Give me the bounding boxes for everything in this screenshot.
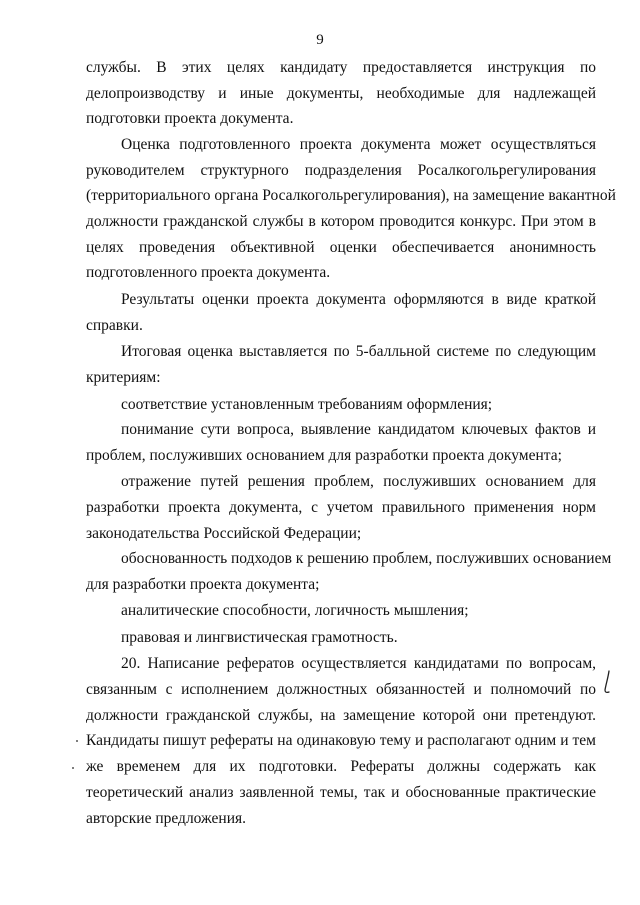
text-line: Кандидаты пишут рефераты на одинаковую тему и располагают одним и тем bbox=[86, 732, 596, 749]
text-line: для разработки проекта документа; bbox=[86, 576, 320, 593]
text-line: (территориального органа Росалкогольрегулирования), на замещение вакантной bbox=[86, 187, 616, 204]
text-line: Результаты оценки проекта документа оформляются в виде краткой bbox=[121, 291, 596, 308]
text-line: целях проведения объективной оценки обеспечивается анонимность bbox=[86, 239, 596, 256]
text-line: делопроизводству и иные документы, необходимые для надлежащей bbox=[86, 85, 596, 102]
text-line: соответствие установленным требованиям оформления; bbox=[121, 396, 493, 413]
page-number: 9 bbox=[316, 32, 324, 48]
text-line: отражение путей решения проблем, послуживших основанием для bbox=[121, 473, 596, 490]
text-line: понимание сути вопроса, выявление кандидатом ключевых фактов и bbox=[121, 421, 596, 438]
text-line: руководителем структурного подразделения Росалкогольрегулирования bbox=[86, 162, 596, 179]
text-line: службы. В этих целях кандидату предоставляется инструкция по bbox=[86, 59, 596, 76]
text-line: связанным с исполнением должностных обязанностей и полномочий по bbox=[86, 681, 596, 698]
text-line: критериям: bbox=[86, 369, 161, 386]
text-line: аналитические способности, логичность мышления; bbox=[121, 602, 469, 619]
text-line: подготовленного проекта документа. bbox=[86, 264, 331, 281]
text-line: проблем, послуживших основанием для разработки проекта документа; bbox=[86, 447, 562, 464]
text-line: должности гражданской службы, на замещение которой они претендуют. bbox=[86, 707, 596, 724]
text-line: обоснованность подходов к решению проблем, послуживших основанием bbox=[121, 550, 612, 567]
text-line: теоретический анализ заявленной темы, так и обоснованные практические bbox=[86, 784, 596, 801]
text-line: подготовки проекта документа. bbox=[86, 110, 294, 127]
text-line: же временем для их подготовки. Рефераты должны содержать как bbox=[86, 758, 596, 775]
text-line: авторские предложения. bbox=[86, 810, 247, 827]
text-line: разработки проекта документа, с учетом правильного применения норм bbox=[86, 499, 596, 516]
scan-speck bbox=[72, 767, 74, 769]
text-line: правовая и лингвистическая грамотность. bbox=[121, 629, 398, 646]
scan-speck bbox=[76, 740, 78, 742]
pen-stroke bbox=[605, 671, 609, 692]
text-line: Оценка подготовленного проекта документа может осуществляться bbox=[121, 136, 596, 153]
text-line: Итоговая оценка выставляется по 5-балльной системе по следующим bbox=[121, 343, 596, 360]
text-line: справки. bbox=[86, 317, 143, 334]
margin-pen-mark bbox=[603, 670, 613, 696]
text-line: должности гражданской службы в котором проводится конкурс. При этом в bbox=[86, 213, 596, 230]
text-line: законодательства Российской Федерации; bbox=[86, 525, 362, 542]
text-line: 20. Написание рефератов осуществляется кандидатами по вопросам, bbox=[121, 655, 596, 672]
